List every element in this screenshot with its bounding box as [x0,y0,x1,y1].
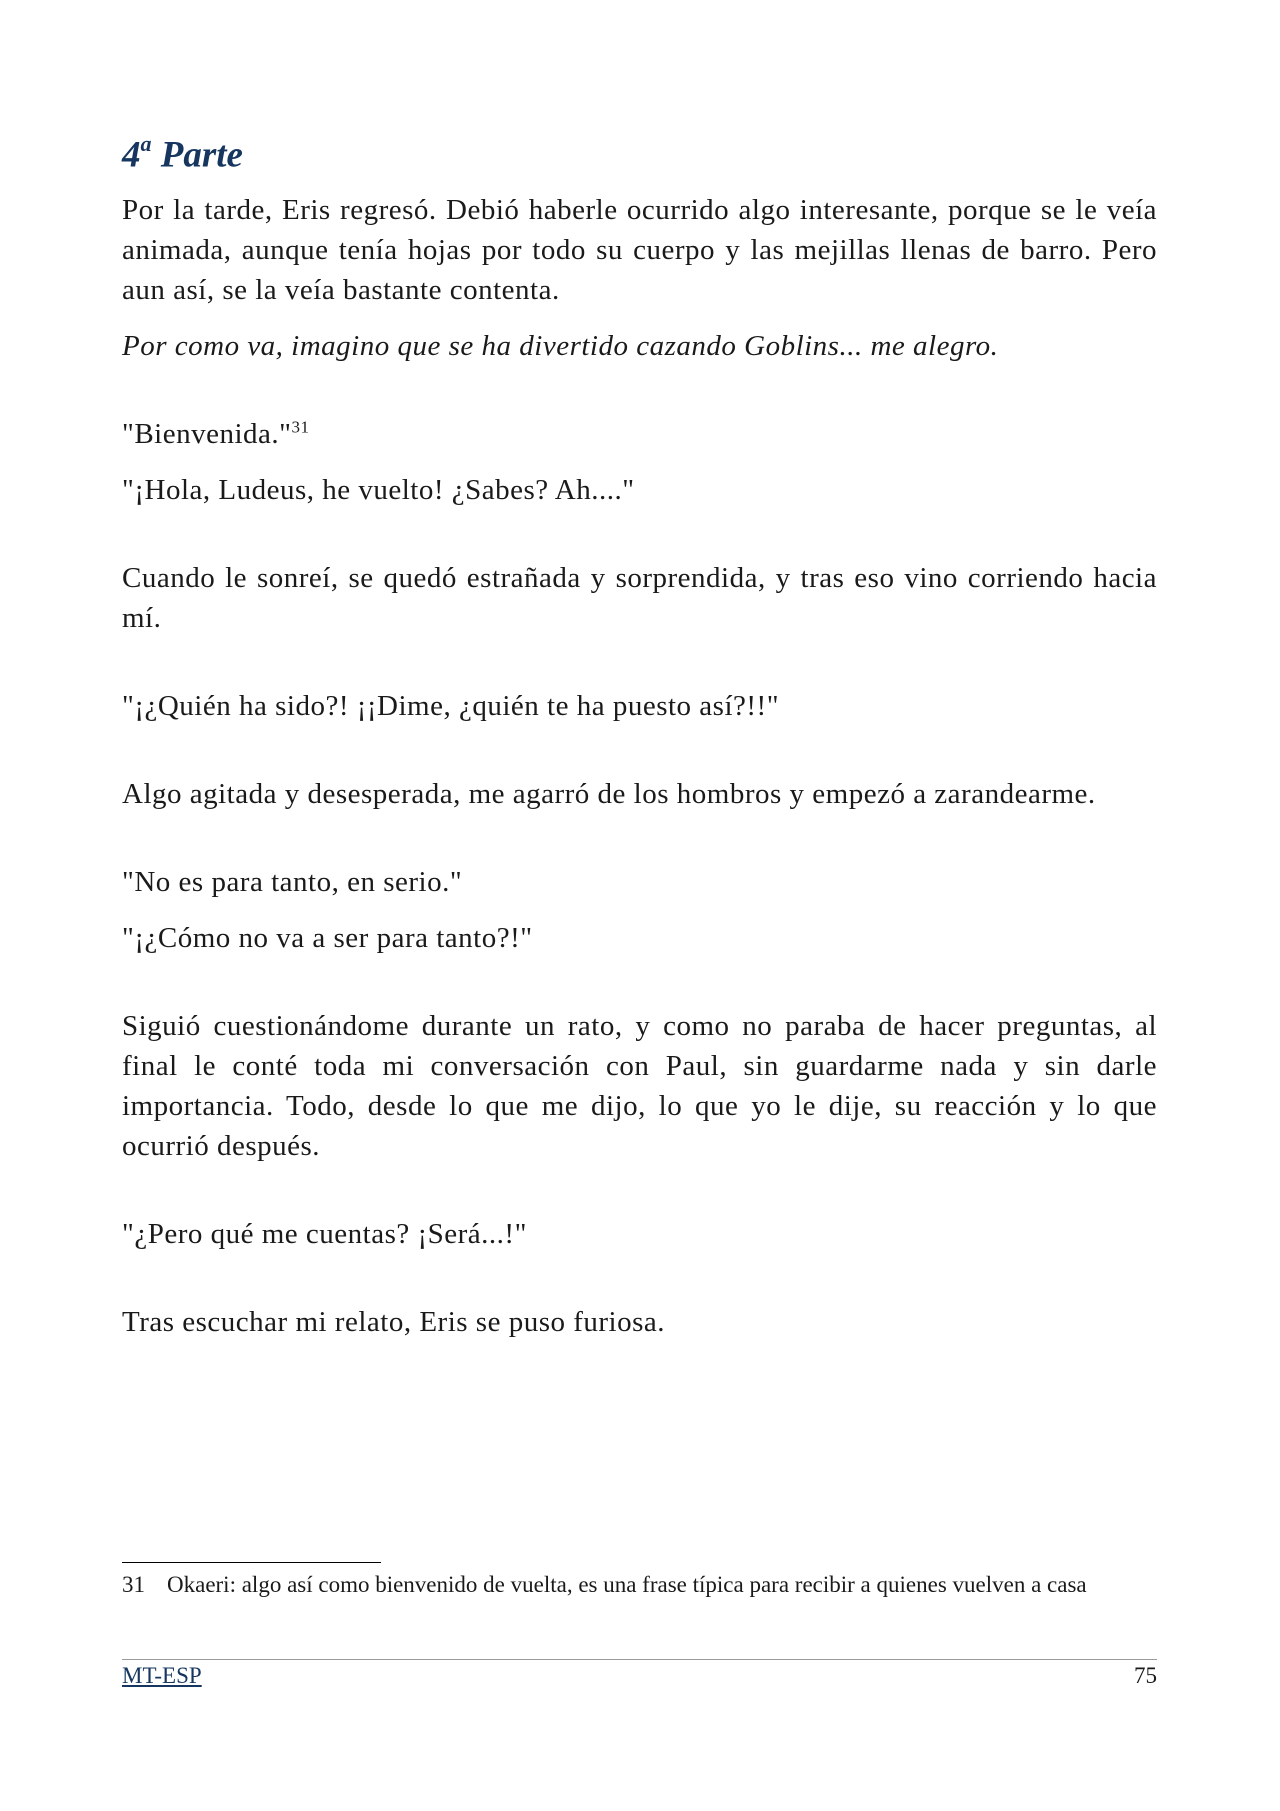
paragraph-dialogue: "¡¿Quién ha sido?! ¡¡Dime, ¿quién te ha puesto así?!!" [122,690,780,722]
footer-divider [122,1659,1157,1660]
footnote-reference[interactable]: 31 [291,417,310,437]
footnote-divider [122,1562,381,1563]
paragraph-dialogue: "¿Pero qué me cuentas? ¡Será...!" [122,1218,527,1250]
paragraph: Por la tarde, Eris regresó. Debió haberle ocurrido algo interesante, porque se le veía animada, aunque tenía hojas por todo su cuerpo y las mejillas llenas de barro. Pero aun así, se la veía bastante contenta. [122,194,1157,306]
section-heading [122,118,243,183]
page-footer [122,1661,1157,1691]
paragraph-dialogue: "¡Hola, Ludeus, he vuelto! ¿Sabes? Ah...." [122,474,635,506]
paragraph-dialogue: "No es para tanto, en serio." [122,866,463,898]
dialogue-text: "Bienvenida." [122,418,292,450]
paragraph: Cuando le sonreí, se quedó estrañada y sorprendida, y tras eso vino corriendo hacia mí. [122,562,1157,634]
paragraph-dialogue [122,414,1157,454]
body-text [122,190,1157,1342]
footer-link[interactable]: MT-ESP [122,1663,202,1688]
paragraph-dialogue: "¡¿Cómo no va a ser para tanto?!" [122,922,533,954]
paragraph: Algo agitada y desesperada, me agarró de los hombros y empezó a zarandearme. [122,778,1096,810]
heading-ordinal: a [140,131,152,156]
footnote-text: Okaeri: algo así como bienvenido de vuelta, es una frase típica para recibir a quienes vuelven a casa [167,1572,1087,1597]
heading-word: Parte [160,134,243,176]
footnote-number: 31 [122,1572,145,1597]
paragraph: Siguió cuestionándome durante un rato, y como no paraba de hacer preguntas, al final le conté toda mi conversación con Paul, sin guardarme nada y sin darle importancia. Todo, desde lo que me dijo, lo que yo le dije, su reacción y lo que ocurrió después. [122,1010,1157,1162]
document-page [122,0,1157,1811]
heading-number: 4 [122,134,141,176]
footnote [122,1570,1157,1600]
paragraph: Tras escuchar mi relato, Eris se puso furiosa. [122,1306,666,1338]
page-number: 75 [1134,1663,1157,1688]
paragraph-italic-thought: Por como va, imagino que se ha divertido cazando Goblins... me alegro. [122,330,999,362]
